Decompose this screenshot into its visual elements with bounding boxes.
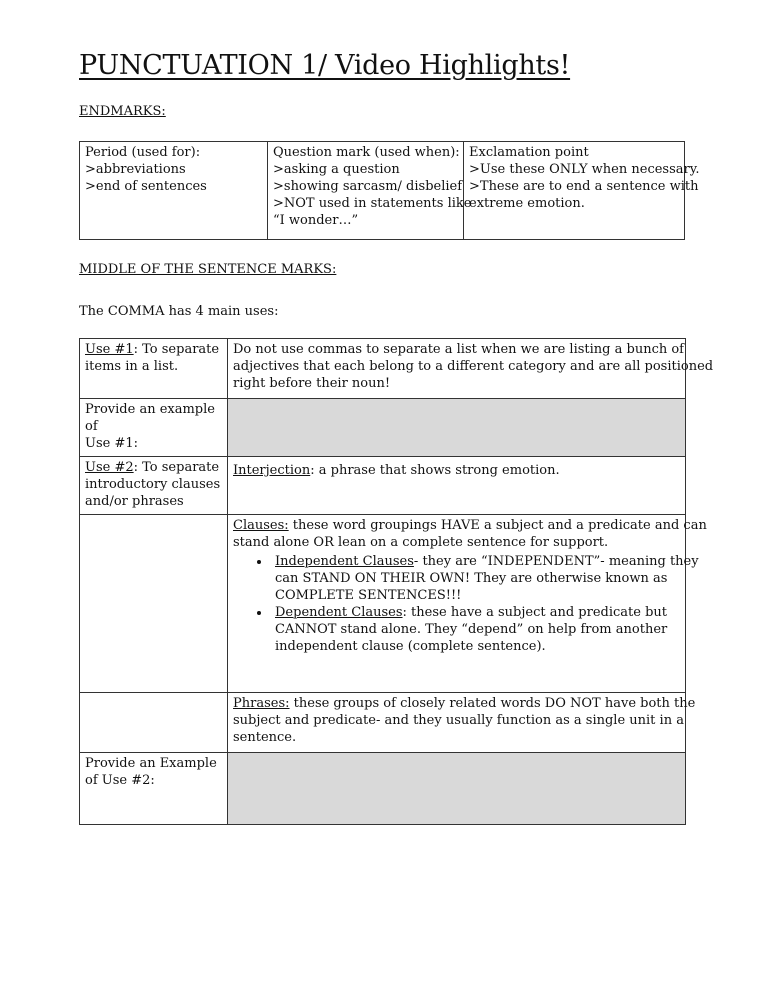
period-line: >abbreviations [85,162,186,177]
example1-answer-cell[interactable] [228,399,686,457]
example1-label-line: Provide an example [85,402,215,417]
use2-label-text: and/or phrases [85,494,184,509]
exclamation-point-cell [464,142,700,240]
phrases-term: Phrases: [233,696,290,711]
period-line: >end of sentences [85,179,207,194]
interjection-term: Interjection [233,463,311,478]
example2-label-cell [80,753,228,825]
question-line: >asking a question [273,162,400,177]
comma-uses-table [79,338,714,825]
interjection-cell [228,457,686,515]
independent-clauses-text: - they are “INDEPENDENT”- meaning they [413,554,699,569]
use2-label-text: : To separate [133,460,220,475]
exclamation-line: >These are to end a sentence with [469,179,699,194]
use1-description-line: right before their noun! [233,376,391,391]
use1-label-text: items in a list. [85,359,179,374]
question-line: Question mark (used when): [273,145,460,160]
use1-description-line: adjectives that each belong to a different category and are all positioned [233,359,714,374]
dependent-clauses-text: : these have a subject and predicate but [402,605,668,620]
middle-marks-heading: MIDDLE OF THE SENTENCE MARKS: [79,262,337,277]
use1-term: Use #1 [85,342,134,357]
endmarks-table [79,141,700,240]
dependent-clauses-term: Dependent Clauses [275,605,403,620]
independent-clauses-term: Independent Clauses [275,554,414,569]
phrases-text: sentence. [233,730,297,745]
exclamation-line: extreme emotion. [469,196,585,211]
use1-label-text: : To separate [133,342,220,357]
interjection-text: : a phrase that shows strong emotion. [310,463,560,478]
use2-term: Use #2 [85,460,134,475]
use2-label-text: introductory clauses [85,477,221,492]
exclamation-line: >Use these ONLY when necessary. [469,162,700,177]
endmarks-heading: ENDMARKS: [79,104,166,119]
use2-label-cell [80,457,228,515]
clauses-cell [228,515,707,693]
example2-label-line: Provide an Example [85,756,217,771]
example2-answer-cell[interactable] [228,753,686,825]
clauses-term: Clauses: [233,518,289,533]
example1-label-cell [80,399,228,457]
use1-description-cell [228,339,714,399]
clause-types-list [233,553,699,655]
list-item [271,553,699,604]
clauses-label-cell [80,515,228,693]
dependent-clauses-text: independent clause (complete sentence). [275,639,546,654]
page-title: PUNCTUATION 1/ Video Highlights! [79,50,571,81]
use1-label-cell [80,339,228,399]
period-line: Period (used for): [85,145,201,160]
question-mark-cell [268,142,472,240]
period-cell [80,142,268,240]
phrases-text: subject and predicate- and they usually function as a single unit in a [233,713,684,728]
question-line: >NOT used in statements like [273,196,472,211]
exclamation-line: Exclamation point [469,145,589,160]
question-line: >showing sarcasm/ disbelief [273,179,463,194]
dependent-clauses-text: CANNOT stand alone. They “depend” on help from another [275,622,668,637]
phrases-text: these groups of closely related words DO NOT have both the [289,696,696,711]
question-line: “I wonder…” [273,213,359,228]
independent-clauses-text: can STAND ON THEIR OWN! They are otherwise known as [275,571,668,586]
comma-intro: The COMMA has 4 main uses: [79,304,279,319]
example2-label-line: of Use #2: [85,773,155,788]
example1-label-line: of [85,419,98,434]
use1-description-line: Do not use commas to separate a list when we are listing a bunch of [233,342,684,357]
phrases-cell [228,693,696,753]
clauses-text: these word groupings HAVE a subject and a predicate and can [288,518,707,533]
example1-label-line: Use #1: [85,436,138,451]
phrases-label-cell [80,693,228,753]
clauses-text: stand alone OR lean on a complete sentence for support. [233,535,609,550]
list-item [271,604,680,655]
independent-clauses-text: COMPLETE SENTENCES!!! [275,588,462,603]
